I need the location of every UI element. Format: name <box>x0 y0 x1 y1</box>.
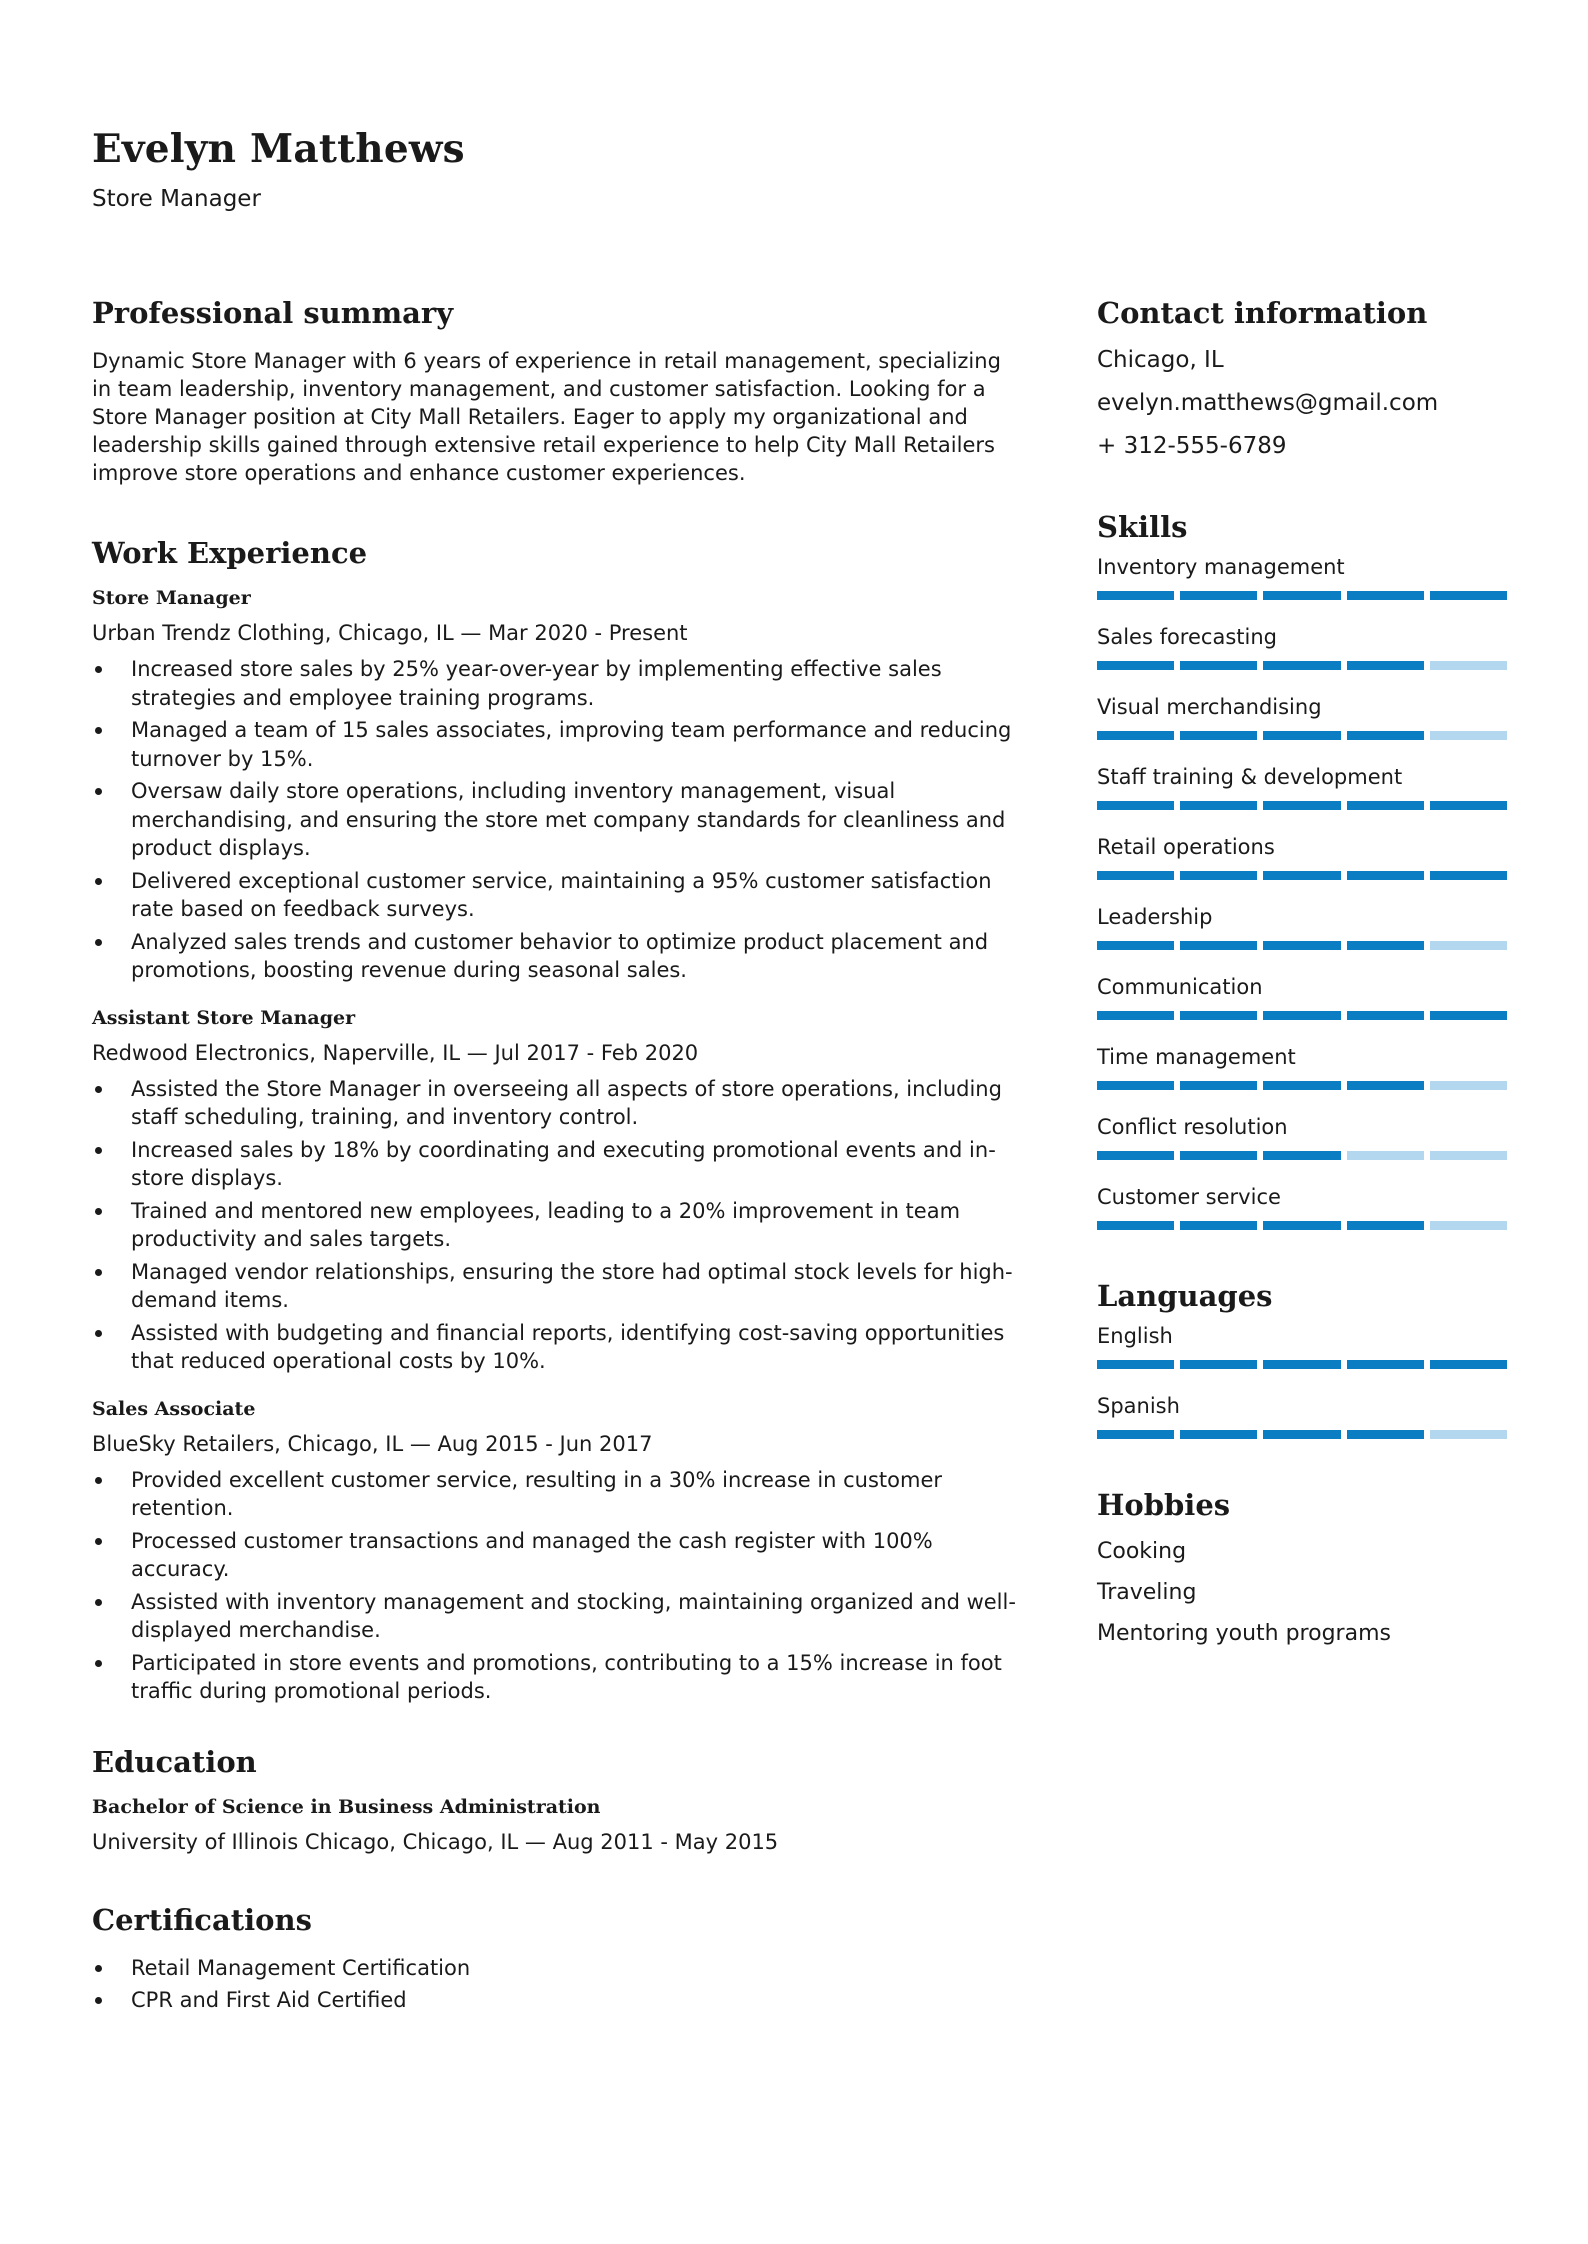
rating-bar <box>1097 871 1507 880</box>
rating-bar <box>1097 591 1507 600</box>
rating-segment <box>1263 1151 1340 1160</box>
contact-phone[interactable]: + 312-555-6789 <box>1097 433 1287 459</box>
rating-bar <box>1097 941 1507 950</box>
job-bullets <box>92 655 1022 985</box>
rating-segment <box>1263 1360 1340 1369</box>
rating-bar <box>1097 1221 1507 1230</box>
hobby-list <box>1097 1539 1507 1646</box>
hobby-item: Mentoring youth programs <box>1097 1621 1391 1646</box>
job-title: Assistant Store Manager <box>92 1006 356 1029</box>
skill-item <box>1097 975 1507 1020</box>
languages-section <box>1097 1278 1507 1439</box>
rating-segment <box>1347 941 1424 950</box>
rating-bar <box>1097 1430 1507 1439</box>
contact-email[interactable]: evelyn.matthews@gmail.com <box>1097 390 1439 416</box>
rating-bar <box>1097 801 1507 810</box>
bullet-item: Assisted with budgeting and financial reports, identifying cost-saving opportunities that reduced operational costs by 10%. <box>131 1319 1022 1376</box>
rating-segment <box>1263 941 1340 950</box>
rating-segment <box>1347 1221 1424 1230</box>
rating-segment <box>1347 1011 1424 1020</box>
skill-item-name: Leadership <box>1097 905 1213 929</box>
rating-segment <box>1263 661 1340 670</box>
language-item <box>1097 1324 1507 1369</box>
skill-item-name: Customer service <box>1097 1185 1281 1209</box>
rating-segment <box>1180 871 1257 880</box>
rating-segment <box>1430 731 1507 740</box>
summary-text: Dynamic Store Manager with 6 years of experience in retail management, specializing in team leadership, inventory management, and customer satisfaction. Looking for a Store Manager position at City Mall Retailers. Eager to apply my organizational and leadership skills gained through extensive retail experience to help City Mall Retailers improve store operations and enhance customer experiences. <box>92 349 1001 485</box>
rating-segment <box>1097 1430 1174 1439</box>
job-title: Sales Associate <box>92 1397 256 1420</box>
education-meta: University of Illinois Chicago, Chicago, IL — Aug 2011 - May 2015 <box>92 1829 779 1854</box>
skill-item-name: Time management <box>1097 1045 1296 1069</box>
contact-section <box>1097 295 1507 459</box>
contact-heading: Contact information <box>1097 296 1428 330</box>
skill-item-name: Retail operations <box>1097 835 1275 859</box>
rating-segment <box>1347 1151 1424 1160</box>
skill-item-name: Visual merchandising <box>1097 695 1322 719</box>
rating-segment <box>1347 801 1424 810</box>
bullet-item: Analyzed sales trends and customer behavior to optimize product placement and promotions, boosting revenue during seasonal sales. <box>131 928 1022 985</box>
rating-segment <box>1263 731 1340 740</box>
rating-segment <box>1430 941 1507 950</box>
rating-segment <box>1097 661 1174 670</box>
rating-segment <box>1097 1221 1174 1230</box>
rating-segment <box>1263 1011 1340 1020</box>
job-bullets <box>92 1466 1022 1706</box>
rating-segment <box>1180 1011 1257 1020</box>
rating-segment <box>1263 871 1340 880</box>
rating-segment <box>1347 871 1424 880</box>
rating-segment <box>1430 591 1507 600</box>
rating-segment <box>1180 1221 1257 1230</box>
hobby-item: Traveling <box>1097 1580 1197 1605</box>
rating-bar <box>1097 1360 1507 1369</box>
rating-segment <box>1180 1151 1257 1160</box>
bullet-item: Trained and mentored new employees, leading to a 20% improvement in team productivity and sales targets. <box>131 1197 1022 1254</box>
rating-segment <box>1430 1430 1507 1439</box>
bullet-item: Managed a team of 15 sales associates, improving team performance and reducing turnover by 15%. <box>131 716 1022 773</box>
skill-item-name: Sales forecasting <box>1097 625 1277 649</box>
skill-item <box>1097 765 1507 810</box>
job-entry <box>92 587 1022 985</box>
rating-segment <box>1347 591 1424 600</box>
rating-segment <box>1180 1360 1257 1369</box>
rating-segment <box>1347 1360 1424 1369</box>
skill-item-name: Communication <box>1097 975 1263 999</box>
job-meta: Redwood Electronics, Naperville, IL — Jul 2017 - Feb 2020 <box>92 1040 699 1065</box>
education-heading: Education <box>92 1744 257 1779</box>
rating-segment <box>1263 1221 1340 1230</box>
bullet-item: Processed customer transactions and managed the cash register with 100% accuracy. <box>131 1527 1022 1584</box>
language-list <box>1097 1324 1507 1439</box>
bullet-item: Increased store sales by 25% year-over-year by implementing effective sales strategies and employee training programs. <box>131 655 1022 712</box>
rating-segment <box>1263 801 1340 810</box>
job-list <box>92 587 1022 1706</box>
hobbies-heading: Hobbies <box>1097 1488 1231 1522</box>
skill-item-name: Conflict resolution <box>1097 1115 1288 1139</box>
language-item <box>1097 1394 1507 1439</box>
rating-segment <box>1180 591 1257 600</box>
candidate-name: Evelyn Matthews <box>92 126 465 172</box>
skill-list <box>1097 555 1507 1230</box>
rating-segment <box>1180 1081 1257 1090</box>
bullet-item: Assisted the Store Manager in overseeing all aspects of store operations, including staff scheduling, training, and inventory control. <box>131 1075 1022 1132</box>
rating-segment <box>1430 1081 1507 1090</box>
rating-segment <box>1347 1430 1424 1439</box>
rating-segment <box>1097 1360 1174 1369</box>
rating-segment <box>1430 1151 1507 1160</box>
hobby-item: Cooking <box>1097 1539 1187 1564</box>
rating-segment <box>1097 1011 1174 1020</box>
rating-segment <box>1097 1151 1174 1160</box>
experience-heading: Work Experience <box>92 536 368 570</box>
certifications-section <box>92 1902 1022 2015</box>
rating-segment <box>1263 1430 1340 1439</box>
hobbies-section <box>1097 1487 1507 1646</box>
rating-bar <box>1097 1011 1507 1020</box>
skills-section <box>1097 509 1507 1230</box>
certifications-heading: Certifications <box>92 1902 312 1937</box>
languages-heading: Languages <box>1097 1279 1273 1313</box>
job-bullets <box>92 1075 1022 1376</box>
skills-heading: Skills <box>1097 510 1188 544</box>
rating-segment <box>1430 1221 1507 1230</box>
bullet-item: Oversaw daily store operations, including inventory management, visual merchandising, and ensuring the store met company standards for cleanliness and product displays. <box>131 777 1022 863</box>
rating-segment <box>1430 871 1507 880</box>
experience-section <box>92 535 1022 1706</box>
bullet-item: Increased sales by 18% by coordinating and executing promotional events and in-store displays. <box>131 1136 1022 1193</box>
side-column <box>1097 295 1507 1694</box>
skill-item <box>1097 555 1507 600</box>
bullet-item: Managed vendor relationships, ensuring the store had optimal stock levels for high-demand items. <box>131 1258 1022 1315</box>
rating-segment <box>1180 801 1257 810</box>
rating-segment <box>1430 1360 1507 1369</box>
rating-segment <box>1097 941 1174 950</box>
language-item-name: English <box>1097 1324 1173 1348</box>
certification-item: Retail Management Certification <box>131 1954 1022 1983</box>
rating-bar <box>1097 1081 1507 1090</box>
rating-segment <box>1097 731 1174 740</box>
rating-segment <box>1097 591 1174 600</box>
skill-item <box>1097 835 1507 880</box>
language-item-name: Spanish <box>1097 1394 1180 1418</box>
bullet-item: Participated in store events and promotions, contributing to a 15% increase in foot traffic during promotional periods. <box>131 1649 1022 1706</box>
summary-heading: Professional summary <box>92 296 454 330</box>
skill-item-name: Staff training & development <box>1097 765 1403 789</box>
skill-item <box>1097 1115 1507 1160</box>
certification-list <box>92 1954 1022 2015</box>
rating-segment <box>1347 661 1424 670</box>
rating-segment <box>1097 871 1174 880</box>
rating-segment <box>1180 1430 1257 1439</box>
education-section <box>92 1744 1022 1854</box>
rating-segment <box>1263 1081 1340 1090</box>
skill-item <box>1097 695 1507 740</box>
rating-segment <box>1180 731 1257 740</box>
rating-segment <box>1430 801 1507 810</box>
skill-item <box>1097 1185 1507 1230</box>
rating-bar <box>1097 661 1507 670</box>
job-title: Store Manager <box>92 587 251 609</box>
rating-segment <box>1180 941 1257 950</box>
bullet-item: Assisted with inventory management and stocking, maintaining organized and well-displayed merchandise. <box>131 1588 1022 1645</box>
rating-segment <box>1263 591 1340 600</box>
job-entry <box>92 1007 1022 1376</box>
rating-segment <box>1347 1081 1424 1090</box>
skill-item <box>1097 1045 1507 1090</box>
rating-segment <box>1097 801 1174 810</box>
summary-section <box>92 295 1022 487</box>
bullet-item: Delivered exceptional customer service, maintaining a 95% customer satisfaction rate based on feedback surveys. <box>131 867 1022 924</box>
job-entry <box>92 1398 1022 1706</box>
job-meta: Urban Trendz Clothing, Chicago, IL — Mar 2020 - Present <box>92 621 688 645</box>
skill-item-name: Inventory management <box>1097 555 1345 579</box>
candidate-role: Store Manager <box>92 186 261 212</box>
skill-item <box>1097 905 1507 950</box>
main-column <box>92 295 1022 2063</box>
rating-segment <box>1180 661 1257 670</box>
rating-segment <box>1430 661 1507 670</box>
bullet-item: Provided excellent customer service, resulting in a 30% increase in customer retention. <box>131 1466 1022 1523</box>
degree-title: Bachelor of Science in Business Administration <box>92 1795 601 1818</box>
rating-bar <box>1097 1151 1507 1160</box>
rating-segment <box>1097 1081 1174 1090</box>
rating-segment <box>1430 1011 1507 1020</box>
certification-item: CPR and First Aid Certified <box>131 1986 1022 2015</box>
contact-location: Chicago, IL <box>1097 347 1224 373</box>
rating-bar <box>1097 731 1507 740</box>
skill-item <box>1097 625 1507 670</box>
rating-segment <box>1347 731 1424 740</box>
job-meta: BlueSky Retailers, Chicago, IL — Aug 2015 - Jun 2017 <box>92 1431 653 1456</box>
